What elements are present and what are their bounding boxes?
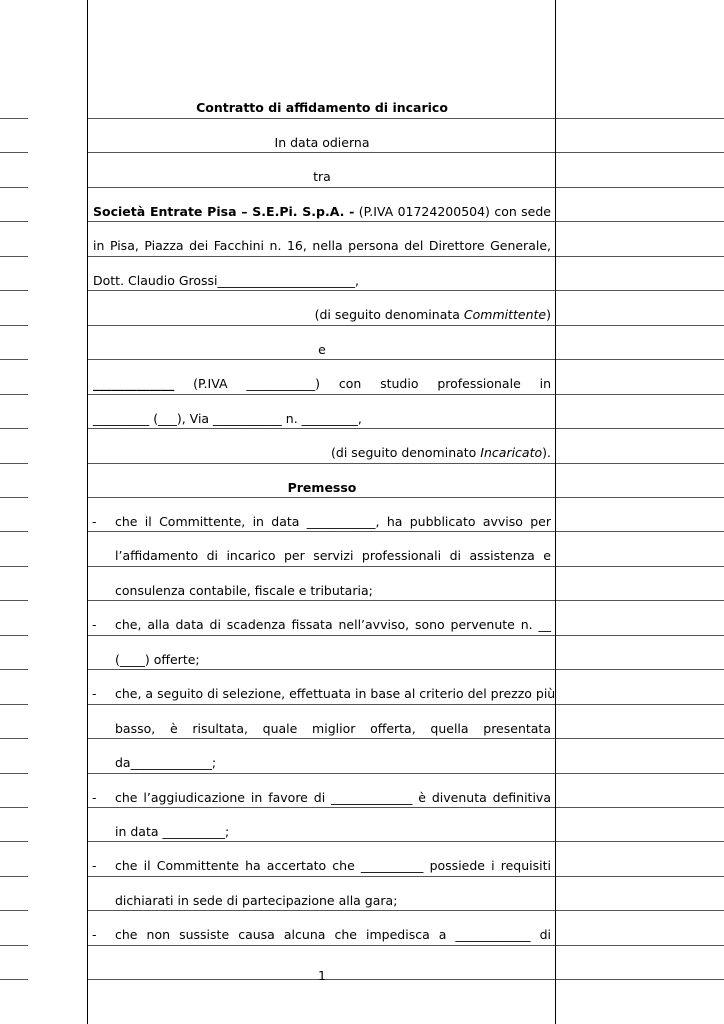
committente-line-1-rest: (P.IVA 01724200504) con sede [358,204,551,219]
ruled-line [556,152,724,153]
premesso-item-5-line-1: che il Committente ha accertato che __________ possiede i requisiti [115,858,551,873]
ruled-line [556,428,724,429]
ruled-line [88,876,555,877]
document-title: Contratto di affidamento di incarico [196,100,448,115]
ruled-line [556,773,724,774]
ruled-line [88,187,555,188]
list-dash: - [92,617,97,632]
ruled-line [0,738,28,739]
denom-suffix: ). [542,445,551,460]
ruled-line [0,463,28,464]
ruled-line [556,669,724,670]
ruled-line [0,635,28,636]
ruled-line [0,187,28,188]
ruled-line [556,221,724,222]
ruled-line [0,325,28,326]
ruled-line [88,635,555,636]
ruled-line [0,428,28,429]
ruled-line [0,118,28,119]
ruled-line [556,600,724,601]
list-dash: - [92,790,97,805]
ruled-line [88,463,555,464]
between-text: tra [313,169,331,184]
premesso-item-4-line-2: in data __________; [115,824,230,839]
ruled-line [0,979,28,980]
incaricato-name-blank: _____________ [93,376,175,391]
ruled-line [556,325,724,326]
ruled-line [0,876,28,877]
ruled-line [556,359,724,360]
ruled-line [0,256,28,257]
committente-line-3: Dott. Claudio Grossi______________________, [93,273,360,288]
premesso-item-1-line-1: che il Committente, in data ___________, ha pubblicato avviso per [115,514,551,529]
premesso-item-4-line-1: che l’aggiudicazione in favore di _____________ è divenuta definitiva [115,790,551,805]
ruled-line [0,807,28,808]
ruled-line [88,256,555,257]
ruled-line [88,118,555,119]
ruled-line [0,945,28,946]
page-number: 1 [318,968,326,983]
ruled-line [556,635,724,636]
premesso-item-1-line-3: consulenza contabile, fiscale e tributaria; [115,583,373,598]
incaricato-line-1-rest: (P.IVA ___________) con studio professionale in [193,376,551,391]
and-text: e [318,342,326,357]
denom-term-incaricato: Incaricato [480,445,543,460]
ruled-line [88,945,555,946]
ruled-line [556,118,724,119]
incaricato-line-1 [93,374,551,394]
list-dash: - [92,686,97,701]
premesso-item-1-line-2: l’affidamento di incarico per servizi professionali di assistenza e [115,548,551,563]
premesso-item-2-line-2: (____) offerte; [115,652,200,667]
ruled-line [0,841,28,842]
ruled-line [88,325,555,326]
premesso-heading: Premesso [287,480,357,495]
list-dash: - [92,514,97,529]
premesso-item-2-line-1: che, alla data di scadenza fissata nell’avviso, sono pervenute n. __ [115,617,551,632]
ruled-line [556,945,724,946]
ruled-line [88,394,555,395]
intro-date: In data odierna [274,135,370,150]
ruled-line [88,773,555,774]
ruled-line [556,807,724,808]
ruled-line [556,290,724,291]
ruled-line [0,669,28,670]
ruled-line [0,566,28,567]
denom-prefix: (di seguito denominato [331,445,481,460]
committente-line-1 [93,202,551,222]
premesso-item-3-line-3: da_____________; [115,755,217,770]
ruled-line [0,910,28,911]
denom-prefix: (di seguito denominata [314,307,464,322]
ruled-line [556,841,724,842]
ruled-line [0,359,28,360]
ruled-line [0,704,28,705]
premesso-item-3-line-2: basso, è risultata, quale miglior offerta, quella presentata [115,721,551,736]
ruled-line [556,497,724,498]
denom-term-committente: Committente [463,307,547,322]
ruled-line [556,394,724,395]
ruled-line [556,256,724,257]
ruled-line [0,221,28,222]
committente-name: Società Entrate Pisa – S.E.Pi. S.p.A. - [93,204,355,219]
incaricato-line-2: _________ (___), Via ___________ n. _________, [93,411,362,426]
ruled-line [0,290,28,291]
ruled-line [0,773,28,774]
ruled-line [556,704,724,705]
premesso-item-3-line-1: che, a seguito di selezione, effettuata in base al criterio del prezzo più [115,686,556,701]
ruled-line [0,531,28,532]
ruled-line [556,738,724,739]
left-margin-line [87,0,88,1024]
ruled-line [556,566,724,567]
ruled-line [0,600,28,601]
denom-suffix: ) [546,307,551,322]
ruled-line [0,152,28,153]
ruled-line [0,497,28,498]
ruled-line [556,979,724,980]
right-margin-line [555,0,556,1024]
ruled-line [556,463,724,464]
committente-line-2: in Pisa, Piazza dei Facchini n. 16, nella persona del Direttore Generale, [93,238,551,253]
list-dash: - [92,927,97,942]
incaricato-denomination [93,443,551,463]
list-dash: - [92,858,97,873]
ruled-line [556,876,724,877]
ruled-line [88,704,555,705]
ruled-line [88,566,555,567]
ruled-line [0,394,28,395]
premesso-item-6-line-1: che non sussiste causa alcuna che impedisca a ____________ di [115,927,551,942]
committente-denomination [93,305,551,325]
ruled-line [556,187,724,188]
ruled-line [556,531,724,532]
ruled-line [556,910,724,911]
premesso-item-5-line-2: dichiarati in sede di partecipazione alla gara; [115,893,398,908]
